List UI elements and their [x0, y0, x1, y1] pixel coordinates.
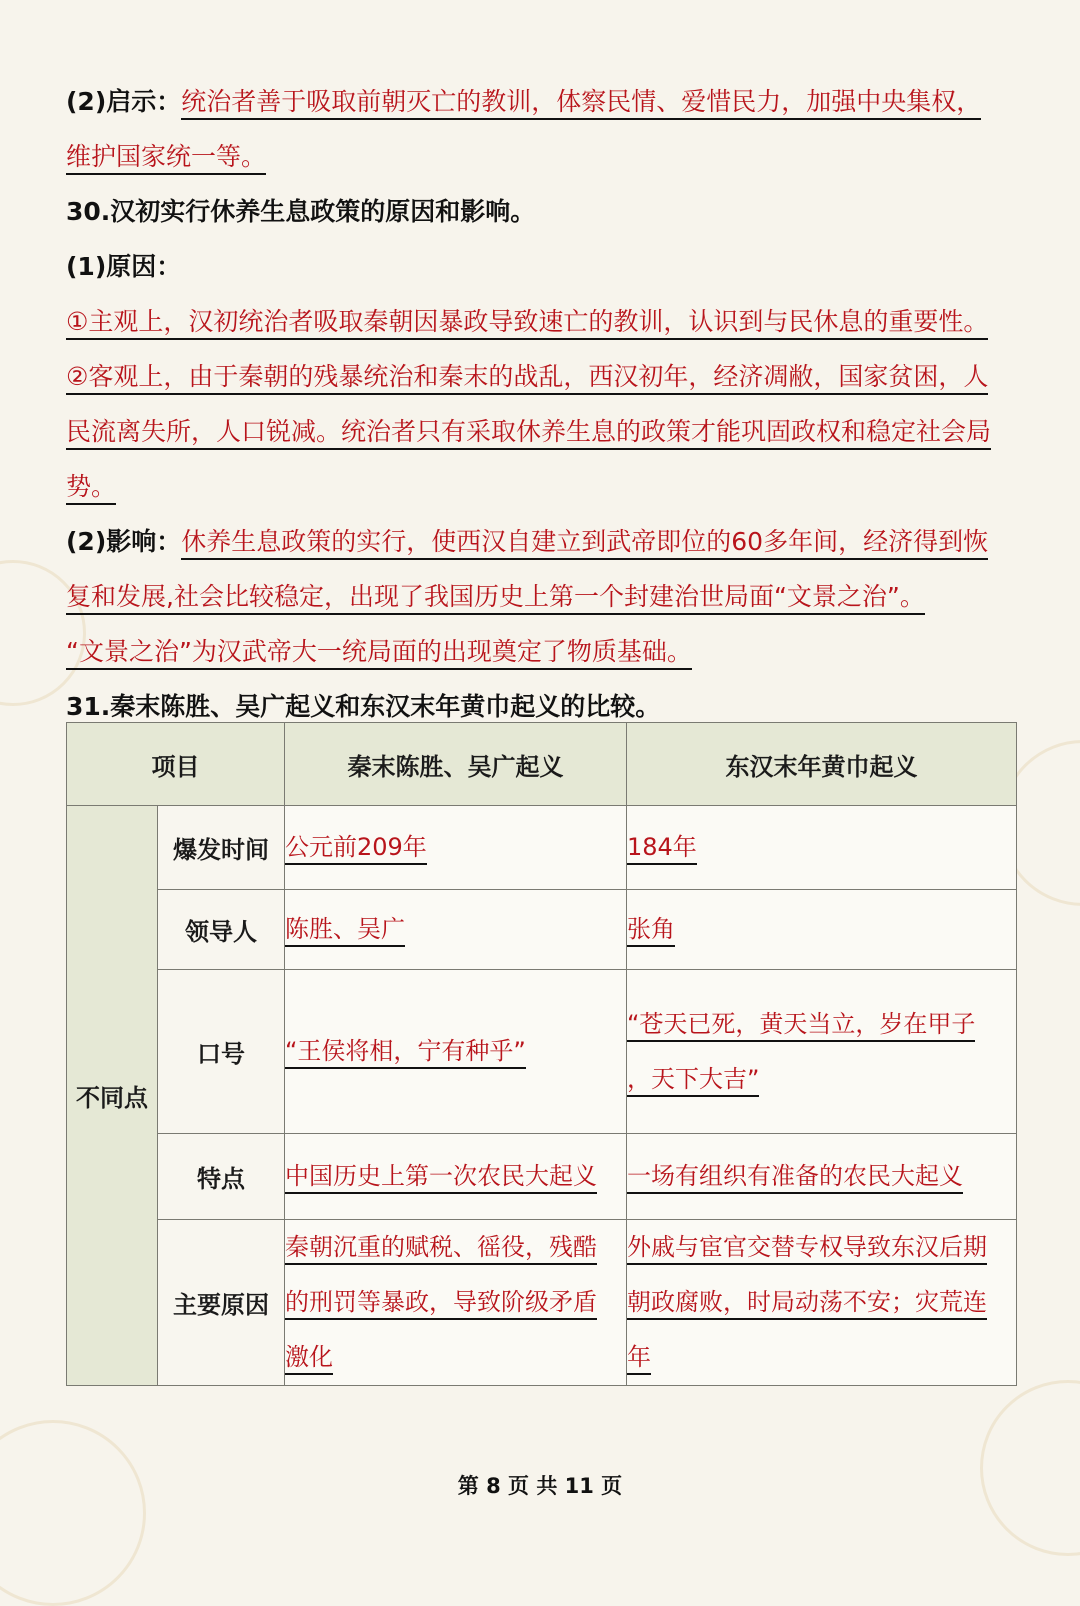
table-row: [67, 890, 1017, 970]
row-item: 领导人: [158, 890, 285, 970]
page-footer: 第 8 页 共 11 页: [457, 1474, 623, 1498]
text-line: [66, 129, 1016, 184]
cell-b: “苍天已死，黄天当立，岁在甲子 ，天下大吉”: [627, 970, 1017, 1134]
cell-a: 公元前209年: [285, 806, 627, 890]
cell-b: 外戚与宦官交替专权导致东汉后期 朝政腐败，时局动荡不安；灾荒连 年: [627, 1220, 1017, 1386]
cell-a: 秦朝沉重的赋税、徭役，残酷 的刑罚等暴政，导致阶级矛盾 激化: [285, 1220, 627, 1386]
text-line: [66, 239, 1016, 294]
line-label: (2)影响：: [66, 527, 182, 556]
table-row: [67, 1220, 1017, 1386]
header-item: 项目: [67, 723, 285, 806]
text-line: [66, 349, 1016, 404]
text-line: [66, 404, 1016, 459]
header-chen-wu: 秦末陈胜、吴广起义: [285, 723, 627, 806]
answer-text: 维护国家统一等。: [66, 142, 266, 175]
text-line: [66, 569, 1016, 624]
question-heading: [66, 184, 1016, 239]
text-line: [66, 459, 1016, 514]
answer-text: 复和发展,社会比较稳定，出现了我国历史上第一个封建治世局面“文景之治”。: [66, 582, 925, 615]
table-row: [67, 806, 1017, 890]
row-item: 口号: [158, 970, 285, 1134]
answer-text: ①主观上，汉初统治者吸取秦朝因暴政导致速亡的教训，认识到与民休息的重要性。: [66, 307, 988, 340]
text-line: [66, 74, 1016, 129]
document-body: [66, 74, 1016, 734]
cell-a: “王侯将相，宁有种乎”: [285, 970, 627, 1134]
comparison-table: [66, 722, 1017, 1386]
text-line: [66, 294, 1016, 349]
row-item: 主要原因: [158, 1220, 285, 1386]
line-label: (1)原因：: [66, 252, 182, 281]
line-label: 31.秦末陈胜、吴广起义和东汉末年黄巾起义的比较。: [66, 692, 661, 721]
answer-text: 统治者善于吸取前朝灭亡的教训，体察民情、爱惜民力，加强中央集权，: [181, 87, 981, 120]
table-header-row: [67, 723, 1017, 806]
cell-b: 张角: [627, 890, 1017, 970]
cell-b: 184年: [627, 806, 1017, 890]
line-label: (2)启示：: [66, 87, 182, 116]
row-item: 特点: [158, 1134, 285, 1220]
answer-text: 民流离失所，人口锐减。统治者只有采取休养生息的政策才能巩固政权和稳定社会局: [66, 417, 991, 450]
table-row: [67, 1134, 1017, 1220]
answer-text: 休养生息政策的实行，使西汉自建立到武帝即位的60多年间，经济得到恢: [181, 527, 988, 560]
background-swirl: [980, 1380, 1080, 1556]
header-yellow-turban: 东汉末年黄巾起义: [627, 723, 1017, 806]
text-line: [66, 514, 1016, 569]
row-item: 爆发时间: [158, 806, 285, 890]
cell-a: 陈胜、吴广: [285, 890, 627, 970]
text-line: [66, 624, 1016, 679]
answer-text: ②客观上，由于秦朝的残暴统治和秦末的战乱，西汉初年，经济凋敝，国家贫困，人: [66, 362, 988, 395]
answer-text: “文景之治”为汉武帝大一统局面的出现奠定了物质基础。: [66, 637, 692, 670]
group-label-differences: 不同点: [67, 806, 158, 1386]
background-swirl: [0, 1420, 146, 1606]
line-label: 30.汉初实行休养生息政策的原因和影响。: [66, 197, 536, 226]
answer-text: 势。: [66, 472, 116, 505]
cell-a: 中国历史上第一次农民大起义: [285, 1134, 627, 1220]
cell-b: 一场有组织有准备的农民大起义: [627, 1134, 1017, 1220]
table-row: [67, 970, 1017, 1134]
